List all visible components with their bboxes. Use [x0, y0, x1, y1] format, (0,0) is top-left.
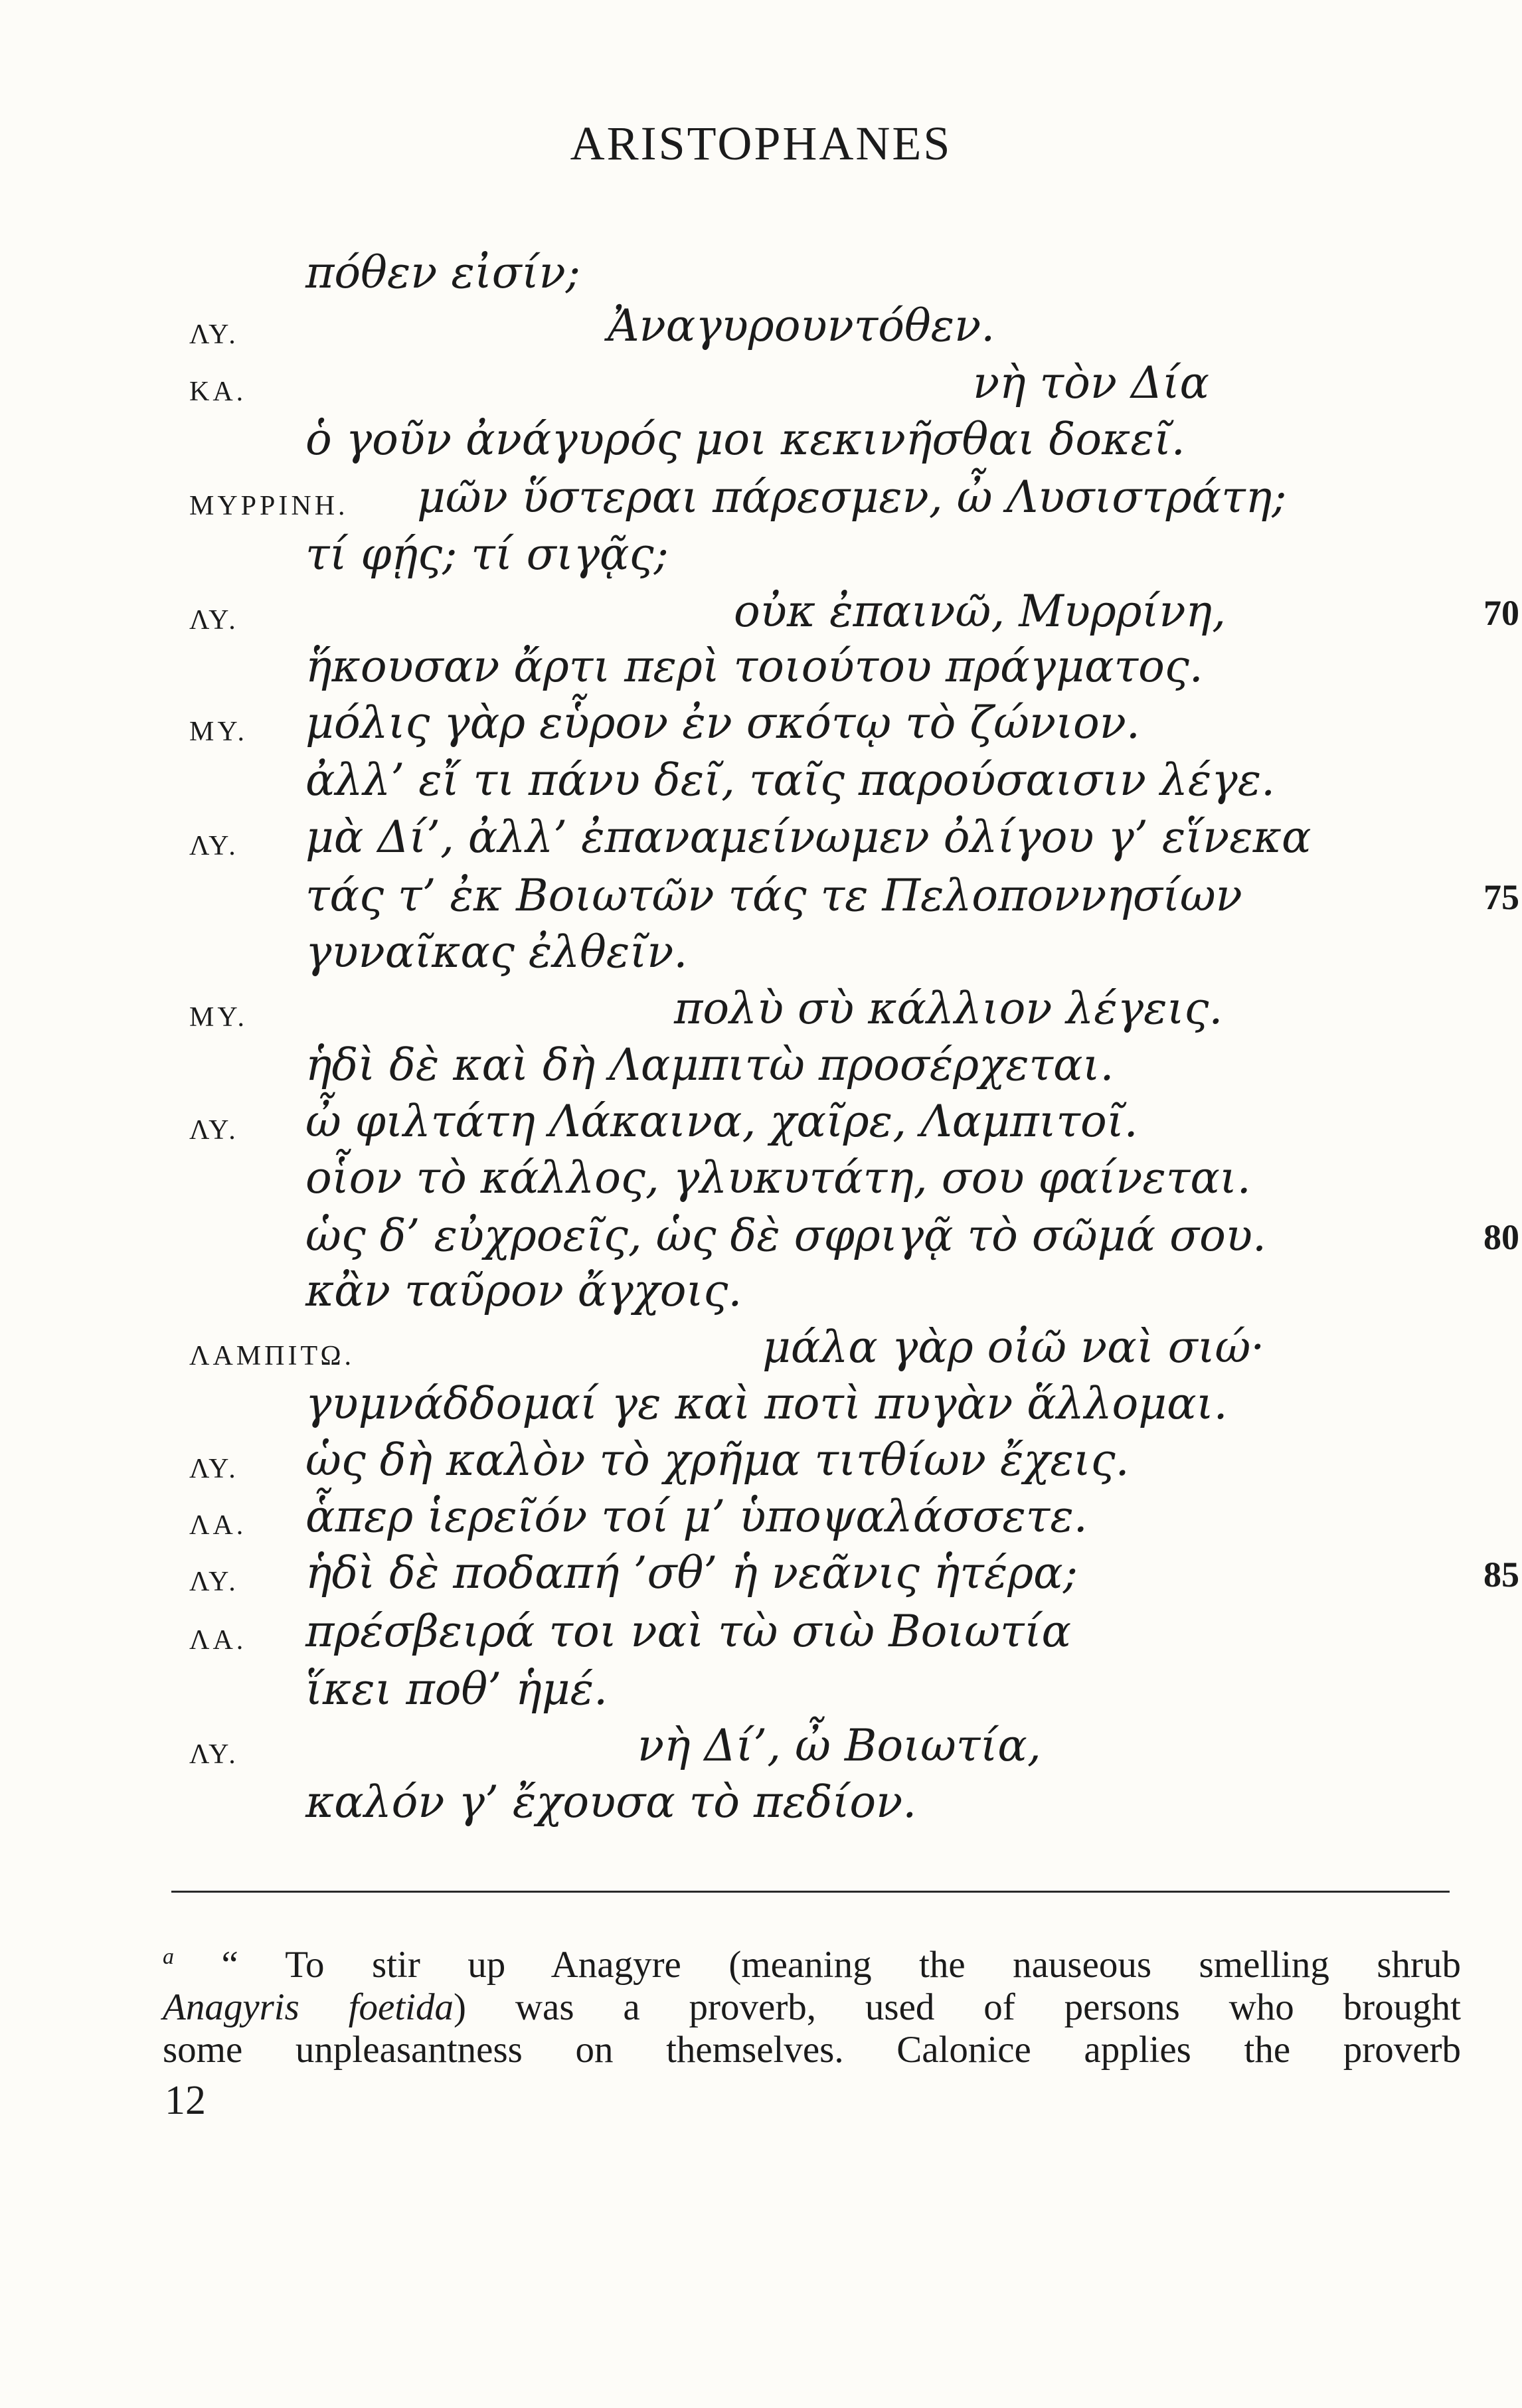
verse-line: [0, 1096, 1522, 1154]
verse-line: [0, 586, 1522, 644]
verse-line: [0, 529, 1522, 587]
verse-line: [0, 1776, 1522, 1835]
verse-line: [0, 1210, 1522, 1268]
verse-line: [0, 1606, 1522, 1664]
footnote-line-3: [163, 2029, 1461, 2071]
verse-text: γυμνάδδομαί γε καὶ ποτὶ πυγὰν ἅλλομαι.: [305, 1378, 1228, 1429]
verse-line: [0, 812, 1522, 870]
verse-text: καλόν γ’ ἔχουσα τὸ πεδίον.: [305, 1776, 917, 1828]
verse-text: οὐκ ἐπαινῶ, Μυρρίνη,: [734, 586, 1226, 637]
verse-line: [0, 1378, 1522, 1436]
footnote-species-name: Anagyris foetida: [163, 1986, 454, 2028]
verse-line: [0, 754, 1522, 813]
verse-text: ὡς δ’ εὐχροεῖς, ὡς δὲ σφριγᾷ τὸ σῶμά σου.: [305, 1210, 1267, 1261]
line-number: 70: [1483, 593, 1519, 633]
verse-line: [0, 926, 1522, 985]
verse-line: [0, 1039, 1522, 1098]
verse-text: ὦ φιλτάτη Λάκαινα, χαῖρε, Λαμπιτοῖ.: [305, 1096, 1138, 1147]
verse-text: πόθεν εἰσίν;: [305, 247, 580, 298]
verse-line: [0, 870, 1522, 928]
verse-text: πολὺ σὺ κάλλιον λέγεις.: [674, 983, 1223, 1034]
speaker-label: ΛΑΜΠΙΤΩ.: [189, 1341, 355, 1371]
verse-line: [0, 414, 1522, 472]
verse-text: ὡς δὴ καλὸν τὸ χρῆμα τιτθίων ἔχεις.: [305, 1434, 1130, 1486]
speaker-label: ΜΥ.: [189, 717, 248, 747]
verse-text: νὴ τὸν Δία: [973, 357, 1210, 408]
footnote-line-2: [163, 1986, 1461, 2029]
verse-text: πρέσβειρά τοι ναὶ τὼ σιὼ Βοιωτία: [305, 1606, 1072, 1657]
footnote-marker: a: [163, 1944, 174, 1969]
verse-line: [0, 300, 1522, 359]
verse-line: [0, 697, 1522, 756]
verse-text: ὁ γοῦν ἀνάγυρός μοι κεκινῆσθαι δοκεῖ.: [305, 414, 1185, 465]
verse-text: ἵκει ποθ’ ἡμέ.: [305, 1664, 608, 1715]
verse-text: ἀλλ’ εἴ τι πάνυ δεῖ, ταῖς παρούσαισιν λέγε.: [305, 754, 1276, 806]
verse-text: μῶν ὕστεραι πάρεσμεν, ὦ Λυσιστράτη;: [417, 472, 1287, 523]
footnote: [163, 1936, 1461, 2071]
verse-text: οἷον τὸ κάλλος, γλυκυτάτη, σου φαίνεται.: [305, 1152, 1251, 1203]
verse-text: κἂν ταῦρον ἄγχοις.: [305, 1265, 742, 1316]
speaker-label: ΛΥ.: [189, 319, 239, 350]
footnote-text-3: some unpleasantness on themselves. Calonice applies the proverb: [163, 2029, 1461, 2071]
verse-line: [0, 1434, 1522, 1493]
speaker-label: ΚΑ.: [189, 377, 247, 407]
verse-line: [0, 1491, 1522, 1549]
verse-text: γυναῖκας ἐλθεῖν.: [305, 926, 688, 978]
verse-text: μὰ Δί’, ἀλλ’ ἐπαναμείνωμεν ὀλίγου γ’ εἵνεκα: [305, 812, 1311, 863]
verse-line: [0, 357, 1522, 416]
verse-line: [0, 983, 1522, 1041]
speaker-label: ΛΑ.: [189, 1510, 247, 1541]
line-number: 80: [1483, 1217, 1519, 1257]
verse-line: [0, 641, 1522, 699]
footnote-line-1: [163, 1936, 1461, 1986]
verse-text: μάλα γὰρ οἰῶ ναὶ σιώ·: [762, 1322, 1265, 1373]
line-number: 75: [1483, 877, 1519, 917]
verse-text: ἡδὶ δὲ ποδαπή ’σθ’ ἡ νεᾶνις ἡτέρα;: [305, 1547, 1078, 1598]
verse-line: [0, 1664, 1522, 1722]
line-number: 85: [1483, 1555, 1519, 1594]
page-number: 12: [165, 2078, 206, 2123]
verse-text: τάς τ’ ἐκ Βοιωτῶν τάς τε Πελοποννησίων: [305, 870, 1242, 921]
verse-text: μόλις γὰρ εὗρον ἐν σκότῳ τὸ ζώνιον.: [305, 697, 1140, 748]
verse-line: [0, 472, 1522, 530]
verse-text: Ἀναγυρουντόθεν.: [608, 300, 995, 351]
verse-line: [0, 1720, 1522, 1778]
verse-line: [0, 1547, 1522, 1606]
verse-line: [0, 1265, 1522, 1324]
verse-text: τί φῄς; τί σιγᾷς;: [305, 529, 669, 580]
footnote-text-1: “ To stir up Anagyre (meaning the nauseous smelling shrub: [221, 1944, 1462, 1986]
verse-text: ἡδὶ δὲ καὶ δὴ Λαμπιτὼ προσέρχεται.: [305, 1039, 1114, 1090]
speaker-label: ΛΥ.: [189, 1739, 239, 1770]
verse-line: [0, 1322, 1522, 1380]
speaker-label: ΛΥ.: [189, 1454, 239, 1484]
footnote-text-2: ) was a proverb, used of persons who brought: [454, 1986, 1461, 2028]
speaker-label: ΛΥ.: [189, 1567, 239, 1597]
verse-text: νὴ Δί’, ὦ Βοιωτία,: [637, 1720, 1041, 1771]
verse-text: ἥκουσαν ἄρτι περὶ τοιούτου πράγματος.: [305, 641, 1203, 692]
running-head: ARISTOPHANES: [570, 117, 952, 170]
speaker-label: ΛΑ.: [189, 1625, 247, 1656]
speaker-label: ΛΥ.: [189, 605, 239, 636]
footnote-rule: [171, 1891, 1450, 1893]
verse-text: ἇπερ ἱερεῖόν τοί μ’ ὑποψαλάσσετε.: [305, 1491, 1088, 1542]
verse-line: [0, 247, 1522, 305]
speaker-label: ΛΥ.: [189, 1115, 239, 1146]
speaker-label: ΛΥ.: [189, 831, 239, 861]
verse-line: [0, 1152, 1522, 1211]
speaker-label: ΜΥ.: [189, 1002, 248, 1033]
speaker-label: ΜΥΡΡΙΝΗ.: [189, 491, 349, 521]
